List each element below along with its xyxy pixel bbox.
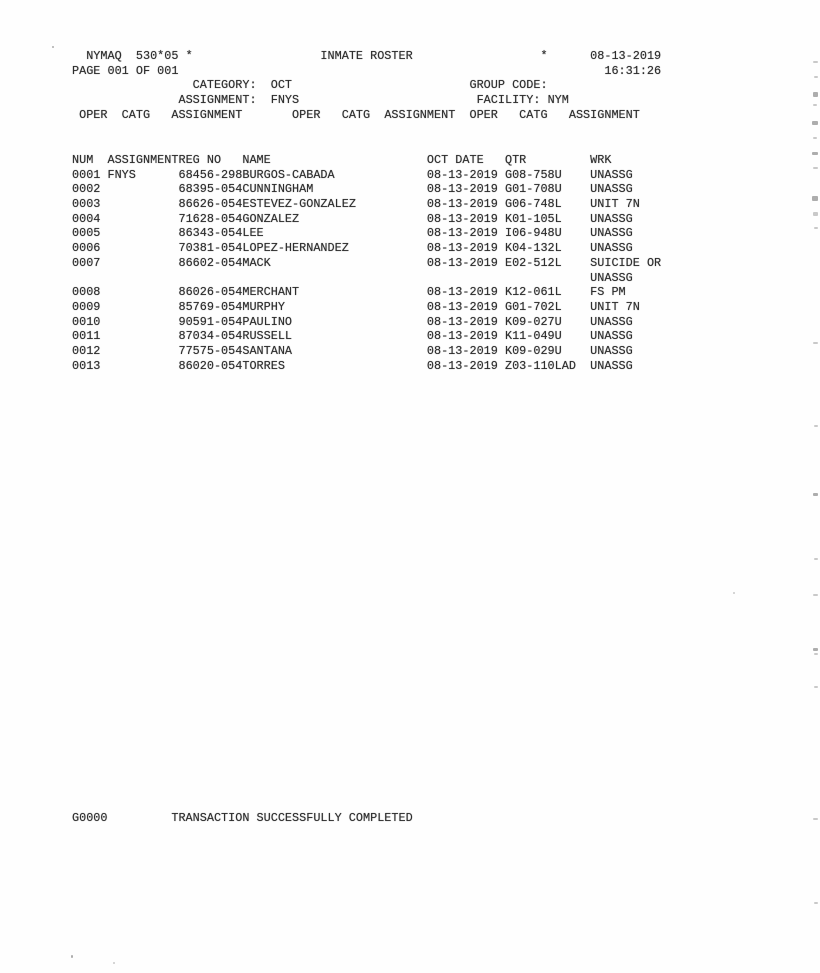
cell-wrk: UNASSG — [590, 211, 633, 226]
roster-row — [72, 359, 732, 374]
cell-name: MERCHANT — [242, 285, 300, 300]
scan-artifact — [814, 686, 818, 688]
cell-name: MURPHY — [242, 299, 285, 314]
cell-num: 0009 — [72, 299, 101, 314]
roster-row — [72, 329, 732, 344]
header-line-2 — [72, 64, 732, 79]
cell-name: PAULINO — [242, 314, 293, 329]
col-header-name: NAME — [242, 153, 271, 167]
scan-artifact — [813, 594, 818, 596]
scan-artifact — [813, 648, 818, 651]
cell-qtr: K12-061L — [504, 285, 562, 300]
catg-label-2: CATG — [341, 107, 371, 122]
cell-oct-date: 08-13-2019 — [426, 211, 498, 226]
cell-reg-no: 70381-054 — [178, 241, 243, 256]
assg-label-1: ASSIGNMENT — [171, 107, 243, 122]
cell-wrk: UNASSG — [590, 343, 633, 358]
cell-num: 0012 — [72, 343, 101, 358]
cell-oct-date: 08-13-2019 — [426, 358, 498, 373]
report-footer — [72, 811, 732, 826]
scan-artifact — [71, 955, 73, 958]
scan-artifact — [813, 493, 818, 496]
cell-wrk: UNASSG — [590, 182, 633, 197]
cell-qtr: G06-748L — [504, 197, 562, 212]
roster-column-header — [72, 153, 732, 168]
cell-wrk: UNASSG — [590, 167, 633, 182]
cell-num: 0007 — [72, 255, 101, 270]
status-line — [72, 811, 732, 826]
oper-label-3: OPER — [469, 107, 498, 122]
cell-num: 0013 — [72, 358, 101, 373]
asterisk-right: * — [540, 49, 548, 63]
scan-artifact — [733, 592, 735, 594]
col-header-assignment: ASSIGNMENT — [107, 153, 179, 167]
cell-num: 0006 — [72, 241, 101, 256]
roster-row — [72, 344, 732, 359]
roster-row — [72, 212, 732, 227]
oper-label-2: OPER — [292, 107, 321, 122]
cell-num: 0010 — [72, 314, 101, 329]
cell-oct-date: 08-13-2019 — [426, 197, 498, 212]
oper-catg-assignment-header — [72, 108, 732, 123]
category-value: OCT — [270, 78, 293, 93]
cell-name: TORRES — [242, 358, 285, 373]
cell-qtr: K11-049U — [504, 329, 562, 344]
cell-oct-date: 08-13-2019 — [426, 329, 498, 344]
cell-qtr: K09-029U — [504, 343, 562, 358]
cell-wrk: SUICIDE OR — [590, 255, 662, 270]
cell-num: 0001 — [72, 167, 101, 182]
roster-row — [72, 300, 732, 315]
header-line-1 — [72, 49, 732, 64]
cell-qtr: G08-758U — [504, 167, 562, 182]
cell-name: ESTEVEZ-GONZALEZ — [242, 197, 356, 212]
cell-reg-no: 86020-054 — [178, 358, 243, 373]
cell-name: CUNNINGHAM — [242, 182, 314, 197]
scan-artifact — [814, 425, 818, 427]
cell-num: 0011 — [72, 329, 101, 344]
col-header-qtr: QTR — [504, 153, 527, 167]
asterisk-left: * — [185, 49, 193, 63]
scan-artifact — [813, 342, 818, 344]
scan-artifact — [814, 653, 818, 655]
assg-label-3: ASSIGNMENT — [568, 107, 640, 122]
cell-wrk: FS PM — [590, 285, 626, 300]
cell-oct-date: 08-13-2019 — [426, 343, 498, 358]
scan-artifact — [113, 962, 115, 964]
oper-label-1: OPER — [79, 107, 108, 122]
cell-wrk: UNASSG — [590, 226, 633, 241]
cell-qtr: K04-132L — [504, 241, 562, 256]
cell-num: 0002 — [72, 182, 101, 197]
cell-wrk-continuation: UNASSG — [590, 270, 633, 285]
scan-artifact — [812, 196, 818, 201]
catg-label-3: CATG — [519, 107, 548, 122]
cell-wrk: UNIT 7N — [590, 197, 640, 212]
scan-artifact — [812, 152, 818, 155]
scan-artifact — [813, 212, 818, 216]
scan-artifact — [813, 104, 817, 106]
group-code-label: GROUP CODE: — [469, 78, 548, 93]
terminal-id: NYMAQ — [86, 49, 122, 63]
cell-oct-date: 08-13-2019 — [426, 255, 498, 270]
cell-oct-date: 08-13-2019 — [426, 314, 498, 329]
scan-artifact — [812, 121, 818, 125]
cell-reg-no: 90591-054 — [178, 314, 243, 329]
cell-reg-no: 77575-054 — [178, 343, 243, 358]
scan-artifact — [814, 558, 818, 560]
cell-wrk: UNASSG — [590, 314, 633, 329]
scan-artifact — [813, 92, 818, 97]
cell-num: 0004 — [72, 211, 101, 226]
cell-name: GONZALEZ — [242, 211, 300, 226]
cell-qtr: G01-708U — [504, 182, 562, 197]
cell-reg-no: 68456-298 — [178, 167, 243, 182]
assg-label-2: ASSIGNMENT — [384, 107, 456, 122]
report-title: INMATE ROSTER — [320, 49, 413, 63]
col-header-wrk: WRK — [590, 153, 612, 167]
report-date: 08-13-2019 — [590, 49, 662, 63]
cell-qtr: I06-948U — [504, 226, 562, 241]
roster-table — [72, 153, 732, 373]
roster-row — [72, 256, 732, 271]
roster-row — [72, 226, 732, 241]
scan-artifact — [813, 137, 817, 139]
catg-label-1: CATG — [121, 107, 151, 122]
roster-row — [72, 197, 732, 212]
cell-reg-no: 68395-054 — [178, 182, 243, 197]
cell-qtr: E02-512L — [504, 255, 562, 270]
cell-reg-no: 86626-054 — [178, 197, 243, 212]
cell-name: LEE — [242, 226, 264, 241]
roster-row — [72, 182, 732, 197]
scan-artifact — [52, 46, 54, 48]
page-info: PAGE 001 OF 001 — [72, 63, 179, 78]
cell-wrk: UNASSG — [590, 358, 633, 373]
roster-row — [72, 285, 732, 300]
cell-oct-date: 08-13-2019 — [426, 285, 498, 300]
scan-artifact — [814, 902, 818, 904]
cell-oct-date: 08-13-2019 — [426, 226, 498, 241]
col-header-oct-date: OCT DATE — [426, 153, 484, 167]
facility-label: FACILITY: — [476, 93, 541, 108]
cell-qtr: K09-027U — [504, 314, 562, 329]
cell-wrk: UNASSG — [590, 241, 633, 256]
cell-reg-no: 86602-054 — [178, 255, 243, 270]
assignment-value: FNYS — [270, 93, 300, 108]
cell-wrk: UNIT 7N — [590, 299, 640, 314]
cell-num: 0005 — [72, 226, 101, 241]
cell-name: LOPEZ-HERNANDEZ — [242, 241, 349, 256]
cell-num: 0008 — [72, 285, 101, 300]
cell-oct-date: 08-13-2019 — [426, 182, 498, 197]
cell-name: RUSSELL — [242, 329, 293, 344]
scan-artifact — [813, 167, 818, 169]
roster-rows — [72, 168, 732, 374]
cell-qtr: G01-702L — [504, 299, 562, 314]
status-message: TRANSACTION SUCCESSFULLY COMPLETED — [171, 811, 413, 825]
cell-name: BURGOS-CABADA — [242, 167, 335, 182]
scan-artifact — [814, 76, 818, 78]
report-header — [72, 49, 732, 122]
assignment-label: ASSIGNMENT: — [178, 93, 257, 108]
cell-assignment: FNYS — [107, 167, 136, 182]
roster-row — [72, 168, 732, 183]
cell-reg-no: 86343-054 — [178, 226, 243, 241]
col-header-reg-no: REG NO — [178, 153, 222, 167]
cell-name: MACK — [242, 255, 271, 270]
header-line-3 — [72, 78, 732, 93]
scan-artifact — [814, 227, 818, 229]
cell-reg-no: 86026-054 — [178, 285, 243, 300]
roster-row — [72, 241, 732, 256]
category-label: CATEGORY: — [192, 78, 257, 93]
roster-row — [72, 315, 732, 330]
cell-reg-no: 87034-054 — [178, 329, 243, 344]
cell-oct-date: 08-13-2019 — [426, 167, 498, 182]
col-header-num: NUM — [72, 153, 94, 167]
cell-reg-no: 71628-054 — [178, 211, 243, 226]
cell-oct-date: 08-13-2019 — [426, 241, 498, 256]
status-code: G0000 — [72, 811, 108, 825]
cell-wrk: UNASSG — [590, 329, 633, 344]
facility-value: NYM — [547, 93, 569, 108]
roster-row-continuation — [72, 271, 732, 286]
report-time: 16:31:26 — [604, 63, 662, 78]
header-line-4 — [72, 93, 732, 108]
scan-artifact — [813, 818, 818, 820]
cell-name: SANTANA — [242, 343, 293, 358]
cell-oct-date: 08-13-2019 — [426, 299, 498, 314]
screen-code: 530*05 — [135, 49, 179, 63]
cell-num: 0003 — [72, 197, 101, 212]
cell-reg-no: 85769-054 — [178, 299, 243, 314]
scan-artifact — [813, 61, 818, 63]
cell-qtr: K01-105L — [504, 211, 562, 226]
cell-qtr: Z03-110LAD — [504, 358, 576, 373]
